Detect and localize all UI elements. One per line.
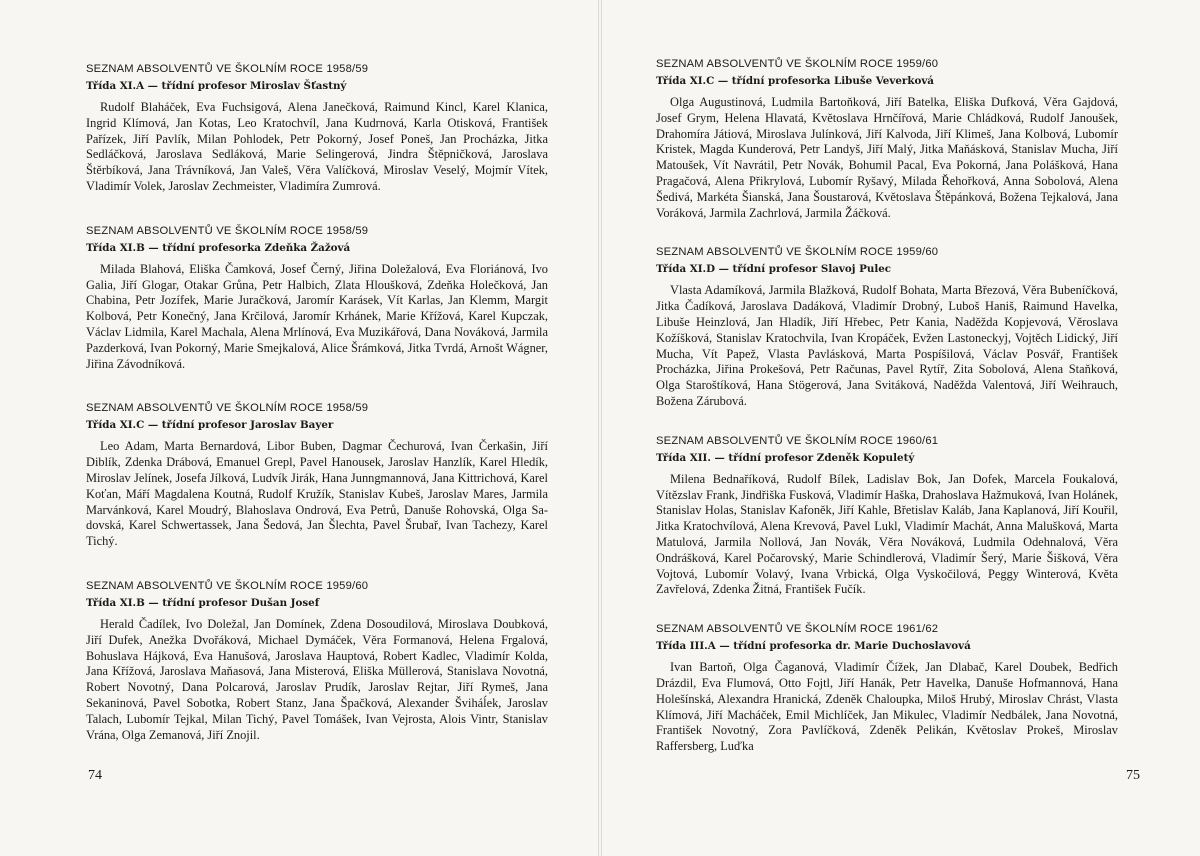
graduate-names: Milada Blahová, Eliška Čamková, Josef Černý, Jiřina Doležalová, Eva Floriánová, Ivo Galia, Jiří Glogar, Otakar Grůna, Petr Halbich, Zlata Hloušková, Zdeňka Holečková, Jan Chabina, Petr Jozífek, Marie Juračková, Jaromír Karásek, Vít Karlas, Jan Klemm, Margit Kolbová, Petr Konečný, Jana Krčilová, Jaromír Krhánek, Marie Křížová, Karel Kupczak, Václav Lidmila, Karel Machala, Alena Mrlínová, Eva Muzikářová, Dana Nováková, Jarmila Pazderková, Ivan Pokorný, Marie Smejkalová, Alice Šrámková, Jitka Tvrdá, Arnošt Wágner, Jiřina Závodníková. (86, 261, 548, 371)
section-heading: SEZNAM ABSOLVENTŮ VE ŠKOLNÍM ROCE 1958/59 (86, 63, 369, 75)
graduates-section (86, 402, 548, 550)
graduate-names: Milena Bednaříková, Rudolf Bílek, Ladislav Bok, Jan Dofek, Marcela Foukalová, Vítězslav Frank, Jindřiška Fusková, Vladimír Haška, Drahoslava Hažmuková, Ivan Holánek, Stanislav Holas, Stanislav Kafoněk, Jiří Kahle, Břetislav Kaláb, Jana Kaplanová, Jiří Kouřil, Jitka Kratochvílová, Alena Krevová, Pavel Lukl, Vladimír Machát, Anna Malušková, Marta Matulová, Jarmila Nollová, Jan Novák, Věra Nováková, Ludmila Odehnalová, Věra Ondrášková, Karel Počarovský, Marie Schindlerová, Vladimír Šerý, Marie Šišková, Věra Vojtová, Lubomír Volavý, Ivana Vrbická, Olga Vyskočilová, Peggy Winterová, Květa Zavřelová, Zdenka Žitná, František Fučík. (656, 471, 1118, 597)
class-teacher-line: Třída XI.B — třídní profesor Dušan Josef (86, 596, 320, 609)
left-page-column (86, 63, 548, 743)
class-teacher-line: Třída XI.A — třídní profesor Miroslav Šťastný (86, 80, 347, 92)
class-teacher-line: Třída XI.C — třídní profesorka Libuše Veverková (656, 75, 934, 87)
left-page (0, 0, 598, 856)
page-number: 75 (1126, 768, 1140, 783)
section-heading: SEZNAM ABSOLVENTŮ VE ŠKOLNÍM ROCE 1959/60 (656, 246, 939, 259)
section-heading: SEZNAM ABSOLVENTŮ VE ŠKOLNÍM ROCE 1959/60 (656, 58, 939, 70)
graduates-section (656, 623, 1118, 755)
page-number: 74 (88, 768, 102, 783)
graduate-names: Leo Adam, Marta Bernardová, Libor Buben, Dagmar Čechurová, Ivan Čerkašin, Jiří Diblík, Zdenka Drábová, Emanuel Grepl, Pavel Hanousek, Jaroslav Hanzlík, Karel Hledík, Miroslav Jelínek, Josefa Jílková, Ludvík Jirák, Hana Junngmannová, Jana Kittrichová, Karel Koťan, Máří Magdalena Koutná, Rudolf Kružík, Stanislav Kubeš, Jaroslav Mares, Jarmila Marvánková, Karel Moudrý, Blahoslava Ondrová, Eva Petrů, Danuše Rohovská, Olga Sadovská, Karel Schwertassek, Jana Šedová, Jan Šlechta, Pavel Šrubař, Ivan Tachezy, Karel Tichý. (86, 439, 548, 549)
graduate-names: Olga Augustinová, Ludmila Bartoňková, Jiří Batelka, Eliška Dufková, Věra Gajdová, Josef Grym, Helena Hlavatá, Květoslava Hrnčířová, Marie Chládková, Rudolf Janoušek, Drahomíra Játiová, Miroslava Julínková, Jiří Kalvoda, Jiří Klimeš, Jana Kolbová, Lubomír Kristek, Magda Kunderová, Petr Landyš, Jiří Malý, Jitka Maňásková, Stanislav Mucha, Jiří Matoušek, Vít Navrátil, Petr Novák, Bohumil Pacal, Eva Pokorná, Jana Polášková, Hana Pragačová, Alena Přikrylová, Lubomír Ryšavý, Milada Řehořková, Anna Sobolová, Alena Šedivá, Markéta Šianská, Jana Šoustarová, Květoslava Štěpánková, Božena Tejkalová, Jana Voráková, Jarmila Zachrlová, Jarmila Žáčková. (656, 95, 1118, 220)
section-heading: SEZNAM ABSOLVENTŮ VE ŠKOLNÍM ROCE 1958/59 (86, 402, 369, 415)
graduates-section (656, 435, 1118, 598)
graduates-section (656, 246, 1118, 409)
section-heading: SEZNAM ABSOLVENTŮ VE ŠKOLNÍM ROCE 1959/60 (86, 579, 369, 592)
class-teacher-line: Třída XI.C — třídní profesor Jaroslav Bayer (86, 419, 334, 432)
section-heading: SEZNAM ABSOLVENTŮ VE ŠKOLNÍM ROCE 1958/59 (86, 224, 369, 237)
graduate-names: Herald Čadílek, Ivo Doležal, Jan Domínek, Zdena Dosoudilová, Miroslava Doubková, Jiří Dufek, Anežka Dvořáková, Michael Dymáček, Věra Formanová, Helena Frgalová, Bohuslava Hájková, Eva Hanušová, Jaroslava Hauptová, Robert Kadlec, Vladimír Kolda, Jana Křížová, Jaroslava Maňasová, Jana Misterová, Eliška Müllerová, Stanislava Novotná, Robert Novotný, Dana Polcarová, Jaroslav Prudík, Jaroslav Rejtar, Jiří Rymeš, Jana Sekaninová, Pavel Sobotka, Robert Stanz, Jana Špačková, Alexander Šviháĺek, Jaroslav Talach, Lubomír Tejkal, Milan Tichý, Pavel Tomášek, Ivan Vejrosta, Alois Vintr, Stanislav Vrána, Olga Zemanová, Jiří Znojil. (86, 616, 548, 742)
graduate-names: Rudolf Blaháček, Eva Fuchsigová, Alena Janečková, Raimund Kincl, Karel Klanica, Ingrid Klímová, Jan Kotas, Leo Kratochvíl, Jana Kudrnová, Karla Otisková, František Pařízek, Jiří Pavlík, Milan Pohlodek, Petr Pokorný, Josef Poneš, Jan Procházka, Jitka Sedláčková, Jaroslava Sedláková, Marie Selingerová, Jindra Štěpničková, Jaroslava Štěrbíková, Jana Trávníková, Jan Valeš, Věra Valíčková, Miroslav Veselý, Mojmír Vítek, Vladimír Volek, Jaroslav Zechmeister, Vladimíra Zumrová. (86, 100, 548, 193)
right-page-column (656, 58, 1118, 755)
section-heading: SEZNAM ABSOLVENTŮ VE ŠKOLNÍM ROCE 1961/62 (656, 623, 939, 636)
class-teacher-line: Třída XI.D — třídní profesor Slavoj Pulec (656, 263, 892, 276)
graduate-names: Vlasta Adamíková, Jarmila Blažková, Rudolf Bohata, Marta Březová, Věra Bubeníčková, Jitka Čadíková, Jaroslava Dadáková, Vladimír Drobný, Luboš Haniš, Raimund Havelka, Libuše Heinzlová, Jan Hladík, Jiří Hřebec, Petr Kania, Naděžda Kopjevová, Věroslava Kožíšková, Stanislav Kratochvila, Ivan Kropáček, Evžen Lastoneckyj, Vojtěch Lidický, Jiří Mucha, Vít Papež, Vlasta Pavlásková, Marta Pospíšilová, Václav Posvář, František Procházka, Jiřina Prokešová, Petr Računas, Pavel Rytíř, Zita Sobolová, Alena Staňková, Olga Staroštíková, Hana Stögerová, Jana Svitáková, Naděžda Valentová, Jiří Weihrauch, Božena Zárubová. (656, 283, 1118, 408)
class-teacher-line: Třída XII. — třídní profesor Zdeněk Kopuletý (656, 451, 915, 464)
class-teacher-line: Třída III.A — třídní profesorka dr. Marie Duchoslavová (656, 640, 971, 653)
graduate-names: Ivan Bartoň, Olga Čaganová, Vladimír Čížek, Jan Dlabač, Karel Doubek, Bedřich Drázdil, Eva Flumová, Otto Fojtl, Jiří Hanák, Petr Havelka, Danuše Hofmannová, Hana Holešínská, Alexandra Hranická, Zdeněk Chaloupka, Miloš Hrubý, Miroslav Chrást, Vlasta Klímová, Jiří Macháček, Emil Michlíček, Jan Mikulec, Vladimír Nedbálek, Jana Novotná, František Novotný, Zora Pavlíčková, Zdeněk Pelikán, Květoslav Prokeš, Miroslav Raffersberg, Luďka (656, 660, 1118, 754)
class-teacher-line: Třída XI.B — třídní profesorka Zdeňka Žažová (86, 241, 351, 254)
graduates-section (86, 580, 548, 743)
right-page (602, 0, 1200, 856)
graduates-section (656, 58, 1118, 221)
section-heading: SEZNAM ABSOLVENTŮ VE ŠKOLNÍM ROCE 1960/61 (656, 434, 939, 447)
graduates-section (86, 63, 548, 195)
graduates-section (86, 225, 548, 373)
